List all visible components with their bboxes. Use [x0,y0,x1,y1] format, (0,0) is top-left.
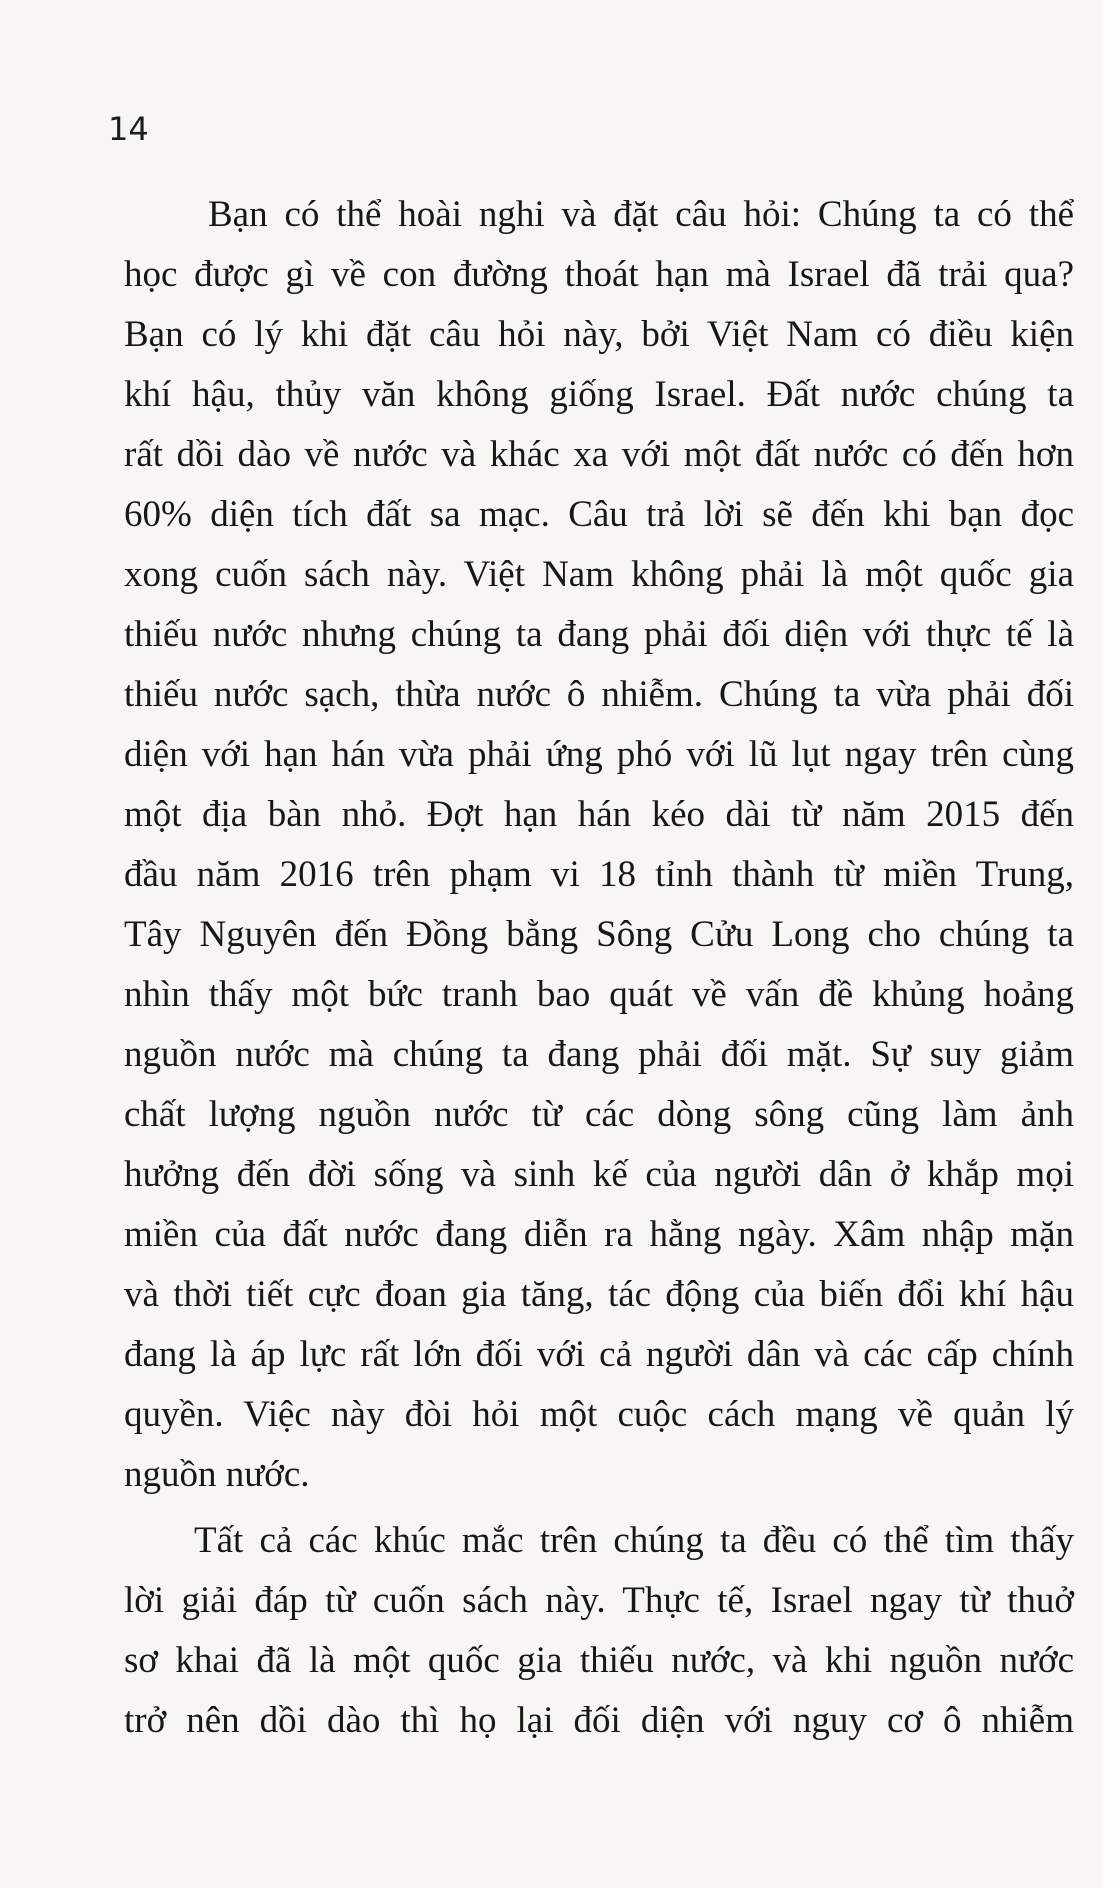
text-line: khí hậu, thủy văn không giống Israel. Đất nước chúng ta [124,374,1074,415]
text-line: Tất cả các khúc mắc trên chúng ta đều có thể tìm thấy [194,1520,1074,1561]
text-line: miền của đất nước đang diễn ra hằng ngày. Xâm nhập mặn [124,1214,1074,1255]
text-line: đang là áp lực rất lớn đối với cả người dân và các cấp chính [124,1334,1074,1375]
page-number: 14 [108,110,149,148]
text-line: xong cuốn sách này. Việt Nam không phải là một quốc gia [124,554,1074,595]
text-line: đầu năm 2016 trên phạm vi 18 tỉnh thành từ miền Trung, [124,854,1074,895]
text-line: nguồn nước. [124,1454,310,1495]
text-line: diện với hạn hán vừa phải ứng phó với lũ lụt ngay trên cùng [124,734,1074,775]
page-edge [1102,0,1120,1888]
text-line: thiếu nước sạch, thừa nước ô nhiễm. Chúng ta vừa phải đối [124,674,1074,715]
paragraph-1 [124,185,1074,1505]
text-line: lời giải đáp từ cuốn sách này. Thực tế, Israel ngay từ thuở [124,1580,1074,1621]
text-line: thiếu nước nhưng chúng ta đang phải đối diện với thực tế là [124,614,1074,655]
text-line: Bạn có thể hoài nghi và đặt câu hỏi: Chúng ta có thể [208,194,1074,235]
text-line: nguồn nước mà chúng ta đang phải đối mặt. Sự suy giảm [124,1034,1074,1075]
body-text [124,185,1074,1751]
text-line: quyền. Việc này đòi hỏi một cuộc cách mạng về quản lý [124,1394,1074,1435]
text-line: 60% diện tích đất sa mạc. Câu trả lời sẽ đến khi bạn đọc [124,494,1074,535]
text-line: rất dồi dào về nước và khác xa với một đất nước có đến hơn [124,434,1074,475]
text-line: và thời tiết cực đoan gia tăng, tác động của biến đổi khí hậu [124,1274,1074,1315]
paragraph-2 [124,1511,1074,1751]
text-line: trở nên dồi dào thì họ lại đối diện với nguy cơ ô nhiễm [124,1700,1074,1741]
text-line: nhìn thấy một bức tranh bao quát về vấn đề khủng hoảng [124,974,1074,1015]
text-line: một địa bàn nhỏ. Đợt hạn hán kéo dài từ năm 2015 đến [124,794,1074,835]
text-line: Tây Nguyên đến Đồng bằng Sông Cửu Long cho chúng ta [124,914,1074,955]
text-line: học được gì về con đường thoát hạn mà Israel đã trải qua? [124,254,1074,295]
text-line: sơ khai đã là một quốc gia thiếu nước, và khi nguồn nước [124,1640,1074,1681]
text-line: chất lượng nguồn nước từ các dòng sông cũng làm ảnh [124,1094,1074,1135]
text-line: Bạn có lý khi đặt câu hỏi này, bởi Việt Nam có điều kiện [124,314,1074,355]
text-line: hưởng đến đời sống và sinh kế của người dân ở khắp mọi [124,1154,1074,1195]
